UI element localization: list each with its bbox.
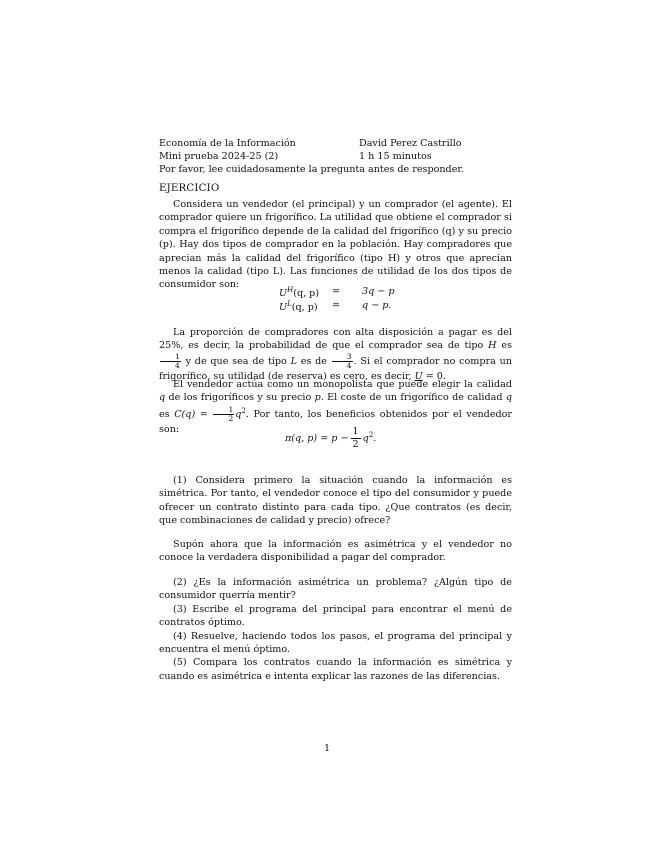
utility-eq-h-rhs (362, 286, 395, 297)
page-number: 1 (324, 743, 331, 754)
instruction: Por favor, lee cuidadosamente la pregunta antes de responder. (159, 164, 464, 175)
var-q: q (159, 392, 166, 404)
uh-sup: H (287, 286, 294, 294)
uh-args: (q, p) (293, 288, 320, 300)
type-l: L (290, 355, 297, 367)
cost-function: C(q) = (174, 409, 213, 420)
reservation-utility: U (414, 370, 423, 382)
ul-rhs: q − p. (362, 300, 392, 311)
frac-den: 4 (175, 360, 180, 370)
frac-num: 1 (213, 406, 234, 415)
ul-lhs: U (279, 302, 288, 314)
frac-num: 1 (352, 426, 359, 437)
cost-text-c: . El coste de un frigorífico de calidad (320, 392, 506, 404)
fraction-one-quarter (160, 353, 181, 370)
uh-rhs: 3q − p (362, 286, 395, 297)
question-1 (159, 474, 512, 528)
question-4: (4) Resuelve, haciendo todos los pasos, el programa del principal y encuentra el menú óptimo. (159, 630, 512, 656)
intro-text: Considera un vendedor (el principal) y un comprador (el agente). El comprador quiere un frigorífico. La utilidad que obtiene el comprador si compra el frigorífico depende de la calidad del frigorífico (q) y su precio (p). Hay dos tipos de comprador en la población. Hay compradores que aprecian más la calidad del frigorífico (tipo H) y otros que aprecian menos la calidad (tipo L). Las funciones de utilidad de los dos tipos de consumidor son: (159, 199, 512, 291)
profit-fraction (351, 426, 361, 451)
duration: 1 h 15 minutos (359, 151, 432, 162)
question-1-text: (1) Considera primero la situación cuando la información es simétrica. Por tanto, el vendedor conoce el tipo del consumidor y puede ofrecer un contrato distinto para cada tipo. ¿Que contratos (es decir, que combinaciones de calidad y precio) ofrece? (159, 475, 512, 527)
utility-eq-l-equals: = (332, 300, 341, 311)
section-heading: EJERCICIO (159, 183, 220, 194)
question-2: (2) ¿Es la información asimétrica un problema? ¿Algún tipo de consumidor querría mentir? (159, 577, 512, 602)
utility-eq-h (279, 286, 319, 299)
prob-text-c: y de que sea de tipo (181, 355, 291, 367)
profit-exponent: 2 (368, 430, 374, 439)
profit-lhs: π(q, p) = p − (285, 433, 349, 444)
utility-eq-h-equals: = (332, 286, 341, 297)
cost-text-d: es (159, 409, 175, 420)
frac-den: 2 (352, 439, 359, 450)
type-h: H (488, 340, 497, 352)
utility-eq-l (279, 300, 318, 313)
prob-text-b: es (496, 340, 512, 352)
frac-den: 4 (346, 360, 352, 370)
frac-den: 2 (228, 414, 234, 423)
question-3: (3) Escribe el programa del principal para encontrar el menú de contratos óptimo. (159, 603, 512, 629)
question-5: (5) Compara los contratos cuando la información es simétrica y cuando es asimétrica e intenta explicar las razones de las diferencias. (159, 657, 512, 682)
ul-sup: L (287, 300, 292, 308)
var-q: q (505, 392, 512, 404)
profit-q: q (362, 433, 369, 444)
utility-eq-l-rhs (362, 300, 391, 311)
var-p: p (314, 392, 321, 404)
author-name: David Perez Castrillo (359, 138, 462, 149)
asymmetric-intro (159, 538, 512, 565)
fraction-half (213, 406, 234, 423)
question-list (159, 576, 512, 683)
ul-args: (q, p) (291, 302, 318, 314)
prob-text-a: La proporción de compradores con alta disposición a pagar es del 25%, es decir, la probabilidad de que el comprador sea de tipo (159, 327, 512, 352)
uh-lhs: U (279, 288, 288, 300)
var-q-squared: q (235, 409, 242, 420)
frac-num: 1 (160, 353, 181, 362)
probability-paragraph (159, 326, 512, 383)
prob-text-d: es de (296, 355, 331, 367)
intro-paragraph (159, 198, 512, 292)
exponent: 2 (241, 406, 246, 415)
profit-equation (285, 426, 376, 451)
asymmetric-intro-text: Supón ahora que la información es asimétrica y el vendedor no conoce la verdadera disponibilidad a pagar del comprador. (159, 539, 512, 564)
course-title: Economía de la Información (159, 138, 296, 149)
frac-num: 3 (332, 353, 353, 362)
prob-text-f: = 0. (422, 370, 446, 382)
prob-text-e: . Si el comprador no compra un frigorífico, su utilidad (de reserva) es cero, es decir, (159, 355, 513, 382)
quiz-title: Mini prueba 2024-25 (2) (159, 151, 279, 162)
cost-text-b: de los frigoríficos y su precio (165, 392, 315, 404)
profit-end: . (373, 433, 377, 444)
fraction-three-quarters (332, 353, 353, 370)
cost-text-e: . Por tanto, los beneficios obtenidos por el vendedor son: (159, 409, 513, 435)
cost-text-a: El vendedor actúa como un monopolista que puede elegir la calidad (173, 379, 512, 390)
